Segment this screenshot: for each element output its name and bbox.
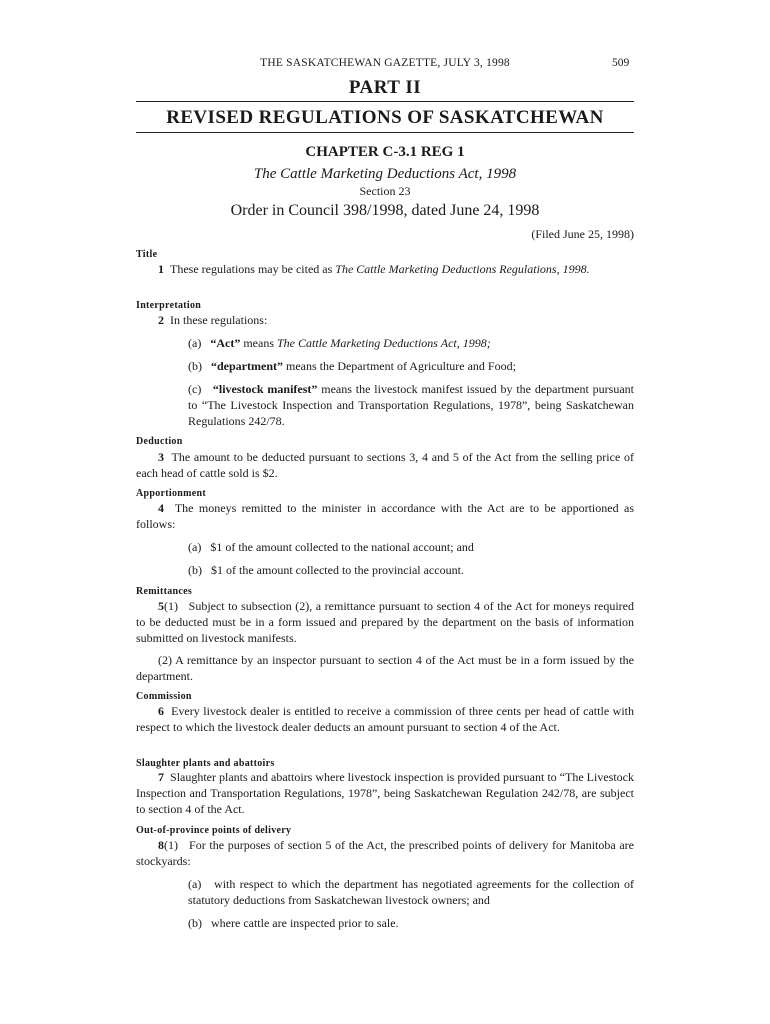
section-2: 2 In these regulations: — [158, 313, 268, 327]
act-title: The Cattle Marketing Deductions Act, 1998 — [253, 166, 517, 182]
part-heading: PART II — [348, 77, 422, 98]
section-8-1: 8(1) For the purposes of section 5 of the Act, the prescribed points of delivery for Manitoba are stockyards: — [136, 838, 635, 868]
margin-heading-deduction: Deduction — [136, 436, 183, 447]
section-number: 1 — [158, 262, 164, 276]
section-number: 4 — [158, 501, 164, 515]
margin-heading-slaughter: Slaughter plants and abattoirs — [136, 758, 275, 769]
running-header: THE SASKATCHEWAN GAZETTE, JULY 3, 1998 — [260, 57, 510, 69]
clause-2c: (c) “livestock manifest” means the livestock manifest issued by the department pursuant to “The Livestock Inspection and Transportation Regulations, 1978”, being Saskatchewan Regulations 242/78. — [188, 382, 634, 428]
section-number: 2 — [158, 313, 164, 327]
page-number: 509 — [612, 57, 630, 69]
section-number: 8 — [158, 838, 164, 852]
clause-8b: (b) where cattle are inspected prior to sale. — [188, 916, 399, 930]
clause-8a: (a) with respect to which the department has negotiated agreements for the collection of statutory deductions from Saskatchewan livestock owners; and — [188, 877, 635, 907]
filed-date: (Filed June 25, 1998) — [531, 227, 634, 241]
clause-4a: (a) $1 of the amount collected to the national account; and — [188, 540, 474, 554]
section-7: 7 Slaughter plants and abattoirs where livestock inspection is provided pursuant to “The Livestock Inspection and Transportation Regulations, 1978”, being Saskatchewan Regulation 242/78, are subject to section 4 of the Act. — [136, 770, 634, 816]
clause-2a: (a) “Act” means The Cattle Marketing Deductions Act, 1998; — [188, 336, 491, 350]
margin-heading-out-of-province: Out-of-province points of delivery — [136, 825, 292, 836]
section-number: 5 — [158, 599, 164, 613]
order-in-council: Order in Council 398/1998, dated June 24, 1998 — [230, 202, 540, 219]
margin-heading-title: Title — [136, 249, 158, 260]
clause-2b: (b) “department” means the Department of Agriculture and Food; — [188, 359, 516, 373]
margin-heading-apportionment: Apportionment — [136, 488, 207, 499]
margin-heading-commission: Commission — [136, 691, 192, 702]
section-1: 1 These regulations may be cited as The Cattle Marketing Deductions Regulations, 1998. — [158, 262, 590, 276]
margin-heading-remittances: Remittances — [136, 586, 193, 597]
top-rule — [136, 101, 634, 102]
section-3: 3 The amount to be deducted pursuant to sections 3, 4 and 5 of the Act from the selling price of each head of cattle sold is $2. — [136, 450, 635, 480]
section-title: REVISED REGULATIONS OF SASKATCHEWAN — [166, 107, 604, 128]
section-number: 6 — [158, 704, 164, 718]
section-reference: Section 23 — [359, 184, 411, 198]
section-4: 4 The moneys remitted to the minister in accordance with the Act are to be apportioned as follows: — [136, 501, 635, 531]
section-5-1: 5(1) Subject to subsection (2), a remittance pursuant to section 4 of the Act for moneys required to be deducted must be in a form issued and prepared by the department on the basis of information submitted on livestock manifests. — [136, 599, 635, 645]
clause-4b: (b) $1 of the amount collected to the provincial account. — [188, 563, 464, 577]
bottom-rule — [136, 132, 634, 133]
section-6: 6 Every livestock dealer is entitled to receive a commission of three cents per head of cattle with respect to which the livestock dealer deducts an amount pursuant to section 4 of the Act. — [136, 704, 635, 734]
section-5-2: (2) A remittance by an inspector pursuant to section 4 of the Act must be in a form issued by the department. — [136, 653, 634, 683]
chapter-heading: CHAPTER C-3.1 REG 1 — [305, 144, 465, 160]
section-number: 3 — [158, 450, 164, 464]
margin-heading-interpretation: Interpretation — [136, 300, 202, 311]
section-number: 7 — [158, 770, 164, 784]
